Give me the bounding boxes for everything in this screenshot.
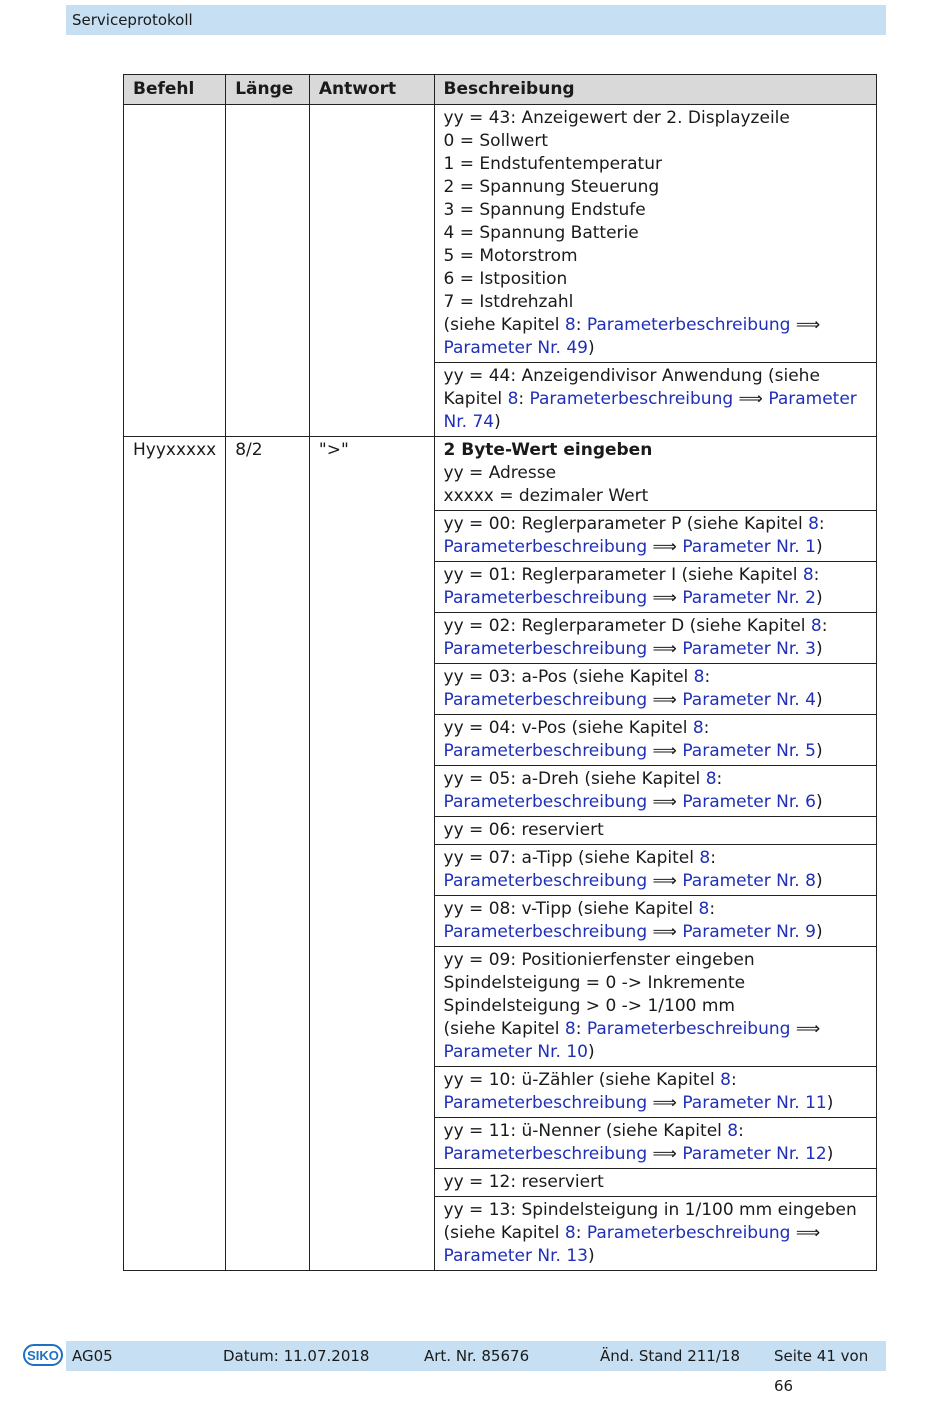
desc-line: yy = 43: Anzeigewert der 2. Displayzeile (443, 108, 790, 128)
arrow-icon: ⟹ (647, 690, 683, 710)
param-desc-link[interactable]: Parameterbeschreibung (586, 1019, 791, 1039)
ref-sep: : (818, 514, 825, 534)
desc-cell-intro (434, 437, 876, 511)
ref-sep: : (703, 718, 710, 738)
param-desc-link[interactable]: Parameterbeschreibung (443, 1144, 648, 1164)
param-link[interactable]: Parameter Nr. 4 (682, 690, 816, 710)
param-desc-link[interactable]: Parameterbeschreibung (443, 639, 648, 659)
param-nr-link[interactable]: Nr. 10 (537, 1042, 588, 1062)
chapter-link[interactable]: 8 (564, 1223, 576, 1243)
param-desc-link[interactable]: Parameterbeschreibung (443, 588, 648, 608)
desc-line: Spindelsteigung = 0 -> Inkremente (443, 973, 746, 993)
param-link[interactable]: Parameter Nr. 5 (682, 741, 816, 761)
ref-text: (siehe Kapitel (443, 315, 565, 335)
param-desc-link[interactable]: Parameterbeschreibung (443, 792, 648, 812)
desc-cell-yy12: yy = 12: reserviert (434, 1169, 876, 1197)
ref-sep: : (575, 1019, 587, 1039)
ref-sep: : (704, 667, 711, 687)
param-desc-link[interactable]: Parameterbeschreibung (586, 1223, 791, 1243)
chapter-link[interactable]: 8 (720, 1070, 731, 1090)
ref-close: ) (826, 1144, 834, 1164)
param-desc-link[interactable]: Parameterbeschreibung (443, 690, 648, 710)
col-header-befehl: Befehl (124, 75, 226, 105)
ref-sep: : (575, 315, 587, 335)
desc-cell-yy08 (434, 896, 876, 947)
ref-sep: : (518, 389, 525, 409)
ref-close: ) (815, 741, 823, 761)
antwort-cell (309, 105, 434, 437)
ref-sep: : (710, 848, 716, 868)
ref-text: (siehe Kapitel (443, 1223, 565, 1243)
command-table (123, 74, 877, 1271)
desc-cell-yy04 (434, 715, 876, 766)
ref-close: ) (815, 537, 823, 557)
ref-close: ) (815, 639, 823, 659)
desc-text: yy = 05: a-Dreh (siehe Kapitel (443, 769, 706, 789)
desc-line: 5 = Motorstrom (443, 246, 578, 266)
table-row (124, 105, 877, 363)
ref-close: ) (587, 1042, 595, 1062)
desc-text: yy = 08: v-Tipp (siehe Kapitel (443, 899, 699, 919)
footer-date: Datum: 11.07.2018 (223, 1347, 370, 1365)
arrow-icon: ⟹ (647, 922, 683, 942)
chapter-link[interactable]: 8 (727, 1121, 739, 1141)
ref-close: ) (815, 922, 823, 942)
param-link[interactable]: Parameter Nr. 74 (443, 389, 857, 432)
param-desc-link[interactable]: Parameterbeschreibung (443, 871, 648, 891)
arrow-icon: ⟹ (647, 741, 683, 761)
chapter-link[interactable]: 8 (507, 389, 519, 409)
ref-sep: : (709, 899, 716, 919)
chapter-link[interactable]: 8 (808, 514, 819, 534)
befehl-cell: Hyyxxxxx (124, 437, 226, 1271)
ref-sep: : (738, 1121, 744, 1141)
col-header-antwort: Antwort (309, 75, 434, 105)
ref-close: ) (815, 690, 823, 710)
param-link[interactable]: Parameter Nr. 9 (682, 922, 816, 942)
desc-cell-yy13 (434, 1197, 876, 1271)
desc-cell-yy00 (434, 511, 876, 562)
desc-line: yy = 13: Spindelsteigung in 1/100 mm eingeben (443, 1200, 857, 1220)
param-link[interactable]: Parameter (443, 338, 532, 358)
param-link[interactable]: Parameter Nr. 8 (682, 871, 816, 891)
arrow-icon: ⟹ (647, 588, 683, 608)
col-header-beschreibung: Beschreibung (434, 75, 876, 105)
page-footer (66, 1341, 886, 1395)
desc-cell-yy09 (434, 947, 876, 1067)
desc-text: yy = 44: Anzeigendivisor Anwendung (siehe Kapitel (443, 366, 820, 409)
ref-close: ) (815, 588, 823, 608)
desc-line: yy = 09: Positionierfenster eingeben (443, 950, 755, 970)
arrow-icon: ⟹ (733, 389, 769, 409)
desc-cell-yy02 (434, 613, 876, 664)
arrow-icon: ⟹ (790, 315, 821, 335)
desc-line: 2 = Spannung Steuerung (443, 177, 660, 197)
desc-line: 0 = Sollwert (443, 131, 549, 151)
siko-logo (23, 1342, 63, 1368)
param-link[interactable]: Parameter Nr. 12 (682, 1144, 827, 1164)
param-link[interactable]: Parameter (443, 1246, 532, 1266)
ref-sep: : (730, 1070, 737, 1090)
desc-text: yy = 02: Reglerparameter D (siehe Kapitel (443, 616, 811, 636)
chapter-link[interactable]: 8 (692, 718, 704, 738)
ref-sep: : (821, 616, 828, 636)
param-desc-link[interactable]: Parameterbeschreibung (443, 1093, 648, 1113)
desc-cell-yy05 (434, 766, 876, 817)
param-desc-link[interactable]: Parameterbeschreibung (586, 315, 791, 335)
desc-cell-yy11 (434, 1118, 876, 1169)
desc-cell-yy10 (434, 1067, 876, 1118)
ref-close: ) (587, 1246, 595, 1266)
desc-cell-yy06: yy = 06: reserviert (434, 817, 876, 845)
arrow-icon: ⟹ (647, 537, 683, 557)
arrow-icon: ⟹ (790, 1223, 821, 1243)
arrow-icon: ⟹ (647, 792, 683, 812)
desc-line: 1 = Endstufentemperatur (443, 154, 662, 174)
ref-close: ) (587, 338, 595, 358)
param-link[interactable]: Parameter Nr. 3 (682, 639, 816, 659)
arrow-icon: ⟹ (647, 871, 683, 891)
antwort-cell: ">" (309, 437, 434, 1271)
desc-cell-yy44 (434, 363, 876, 437)
desc-cell-yy03 (434, 664, 876, 715)
chapter-link[interactable]: 8 (705, 769, 717, 789)
ref-sep: : (575, 1223, 587, 1243)
desc-line: xxxxx = dezimaler Wert (443, 486, 649, 506)
desc-text: yy = 11: ü-Nenner (siehe Kapitel (443, 1121, 728, 1141)
befehl-cell (124, 105, 226, 437)
footer-product: AG05 (72, 1347, 113, 1365)
ref-close: ) (494, 412, 501, 432)
table-row (124, 437, 877, 511)
footer-page: Seite 41 von 66 (774, 1347, 869, 1395)
ref-close: ) (815, 871, 823, 891)
laenge-cell (226, 105, 310, 437)
desc-line: 4 = Spannung Batterie (443, 223, 639, 243)
desc-text: yy = 07: a-Tipp (siehe Kapitel (443, 848, 700, 868)
desc-cell-yy07 (434, 845, 876, 896)
logo-text: SIKO (27, 1348, 59, 1363)
param-nr-link[interactable]: Nr. 13 (537, 1246, 588, 1266)
chapter-link[interactable]: 8 (698, 899, 710, 919)
desc-line: Spindelsteigung > 0 -> 1/100 mm (443, 996, 735, 1016)
desc-cell-yy01 (434, 562, 876, 613)
chapter-link[interactable]: 8 (693, 667, 705, 687)
param-desc-link[interactable]: Parameterbeschreibung (443, 922, 648, 942)
table-header-row (124, 75, 877, 105)
chapter-link[interactable]: 8 (802, 565, 814, 585)
desc-text: yy = 10: ü-Zähler (siehe Kapitel (443, 1070, 721, 1090)
param-link[interactable]: Parameter Nr. 1 (682, 537, 816, 557)
ref-sep: : (813, 565, 820, 585)
param-desc-link[interactable]: Parameterbeschreibung (443, 537, 648, 557)
param-desc-link[interactable]: Parameterbeschreibung (443, 741, 648, 761)
page-header (66, 5, 886, 35)
footer-stand: Änd. Stand 211/18 (600, 1347, 740, 1365)
param-link[interactable]: Parameter Nr. 11 (682, 1093, 827, 1113)
arrow-icon: ⟹ (647, 1144, 683, 1164)
ref-close: ) (826, 1093, 834, 1113)
param-nr-link[interactable]: Nr. 49 (537, 338, 588, 358)
ref-text: (siehe Kapitel (443, 1019, 565, 1039)
desc-line: yy = Adresse (443, 463, 557, 483)
chapter-link[interactable]: 8 (564, 1019, 576, 1039)
param-link[interactable]: Parameter Nr. 2 (682, 588, 816, 608)
arrow-icon: ⟹ (647, 1093, 683, 1113)
desc-line: 3 = Spannung Endstufe (443, 200, 646, 220)
chapter-link[interactable]: 8 (564, 315, 576, 335)
desc-text: yy = 03: a-Pos (siehe Kapitel (443, 667, 694, 687)
desc-line: 6 = Istposition (443, 269, 568, 289)
param-link[interactable]: Parameter Nr. 6 (682, 792, 816, 812)
desc-title: 2 Byte-Wert eingeben (443, 440, 653, 460)
laenge-cell: 8/2 (226, 437, 310, 1271)
param-link[interactable]: Parameter (443, 1042, 532, 1062)
header-title: Serviceprotokoll (72, 11, 193, 29)
arrow-icon: ⟹ (790, 1019, 821, 1039)
chapter-link[interactable]: 8 (699, 848, 711, 868)
desc-line: 7 = Istdrehzahl (443, 292, 574, 312)
ref-sep: : (716, 769, 723, 789)
param-desc-link[interactable]: Parameterbeschreibung (529, 389, 734, 409)
desc-cell-yy43 (434, 105, 876, 363)
footer-art-nr: Art. Nr. 85676 (424, 1347, 530, 1365)
desc-text: yy = 04: v-Pos (siehe Kapitel (443, 718, 693, 738)
arrow-icon: ⟹ (647, 639, 683, 659)
desc-text: yy = 01: Reglerparameter I (siehe Kapitel (443, 565, 803, 585)
desc-text: yy = 00: Reglerparameter P (siehe Kapitel (443, 514, 809, 534)
col-header-laenge: Länge (226, 75, 310, 105)
ref-close: ) (815, 792, 823, 812)
chapter-link[interactable]: 8 (810, 616, 822, 636)
